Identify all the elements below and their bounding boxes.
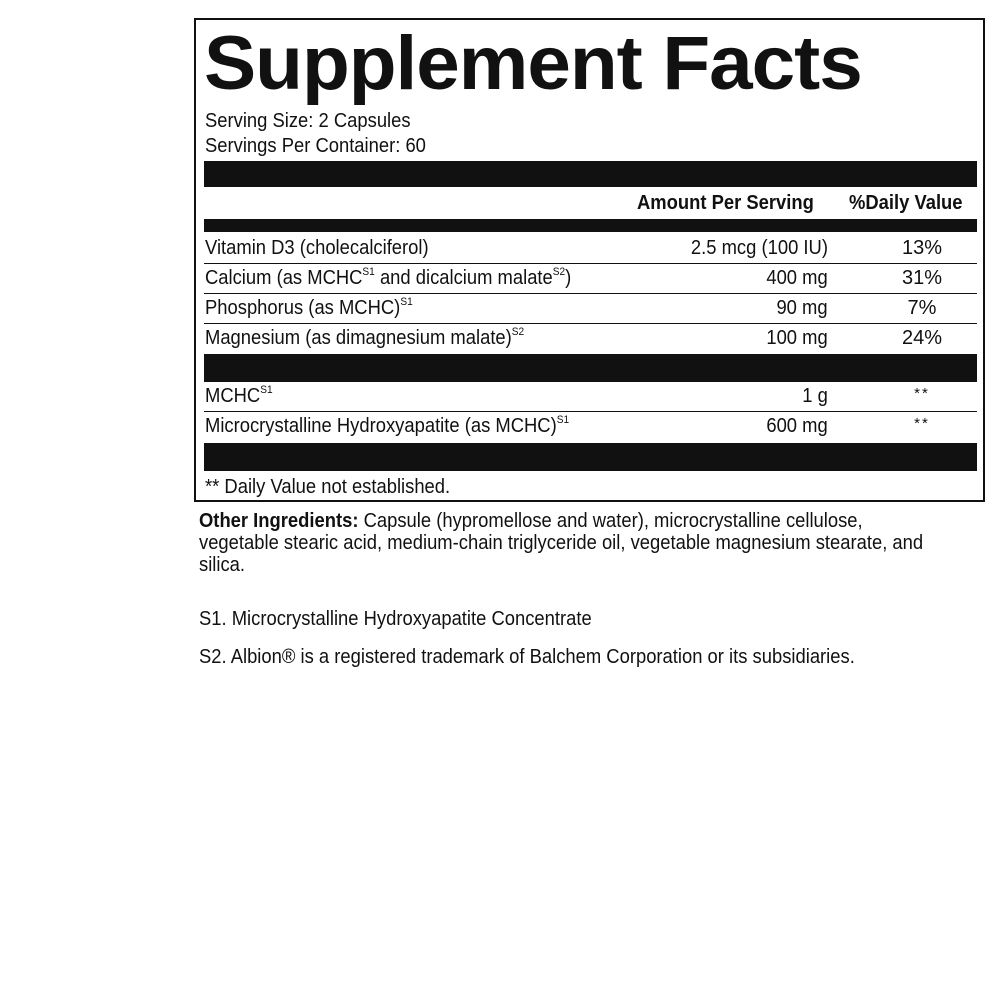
nutrient-row bbox=[204, 234, 977, 264]
panel-title: Supplement Facts bbox=[204, 21, 862, 106]
thick-divider-top bbox=[204, 161, 977, 187]
nutrient-amount: 400 mg bbox=[766, 267, 828, 289]
supplement-facts-panel bbox=[194, 18, 985, 502]
nutrient-dv: 24% bbox=[901, 327, 943, 349]
header-amount: Amount Per Serving bbox=[637, 192, 814, 214]
nutrient-name: Vitamin D3 (cholecalciferol) bbox=[205, 237, 429, 259]
nutrient-name: Magnesium (as dimagnesium malate)$^{S2}$ bbox=[205, 326, 525, 349]
other-ingredients-text: Capsule (hypromellose and water), microcrystalline cellulose, vegetable stearic acid, medium-chain triglyceride oil, vegetable magnesium stearate, and silica. bbox=[199, 510, 924, 576]
serving-size: Serving Size: 2 Capsules bbox=[205, 110, 411, 132]
nutrient-row bbox=[204, 294, 977, 324]
nutrient-dv: 7% bbox=[907, 297, 937, 319]
nutrient-amount: 100 mg bbox=[766, 327, 828, 349]
nutrient-row bbox=[204, 324, 977, 353]
nutrient-dv: 13% bbox=[901, 237, 943, 259]
other-ingredients-label: Other Ingredients: bbox=[199, 510, 359, 532]
nutrient-amount: 90 mg bbox=[776, 297, 828, 319]
other-name: Microcrystalline Hydroxyapatite (as MCHC)$^{S1}$ bbox=[205, 414, 570, 437]
nutrient-amount: 2.5 mcg (100 IU) bbox=[690, 237, 828, 259]
nutrient-row bbox=[204, 264, 977, 294]
other-ingredients bbox=[199, 510, 935, 576]
other-dv: ** bbox=[914, 415, 930, 432]
other-amount: 1 g bbox=[802, 385, 828, 407]
other-name: $MCHC^{S1}$ bbox=[205, 384, 273, 407]
header-daily-value: %Daily Value bbox=[849, 192, 963, 214]
thick-divider-middle bbox=[204, 354, 977, 382]
thick-divider-bottom bbox=[204, 443, 977, 471]
note-s1: S1. Microcrystalline Hydroxyapatite Concentrate bbox=[199, 608, 592, 630]
header-divider bbox=[204, 219, 977, 232]
nutrient-dv: 31% bbox=[901, 267, 943, 289]
other-row bbox=[204, 412, 977, 441]
other-amount: 600 mg bbox=[766, 415, 828, 437]
note-s2: S2. Albion® is a registered trademark of Balchem Corporation or its subsidiaries. bbox=[199, 646, 855, 668]
other-dv: ** bbox=[914, 385, 930, 402]
daily-value-footnote: ** Daily Value not established. bbox=[205, 476, 451, 498]
nutrient-name: Calcium (as $MCHC^{S1}$ and dicalcium malate$^{S2}$) bbox=[205, 266, 572, 289]
other-row bbox=[204, 382, 977, 412]
nutrient-name: Phosphorus (as MCHC)$^{S1}$ bbox=[205, 296, 413, 319]
servings-per-container: Servings Per Container: 60 bbox=[205, 135, 426, 157]
